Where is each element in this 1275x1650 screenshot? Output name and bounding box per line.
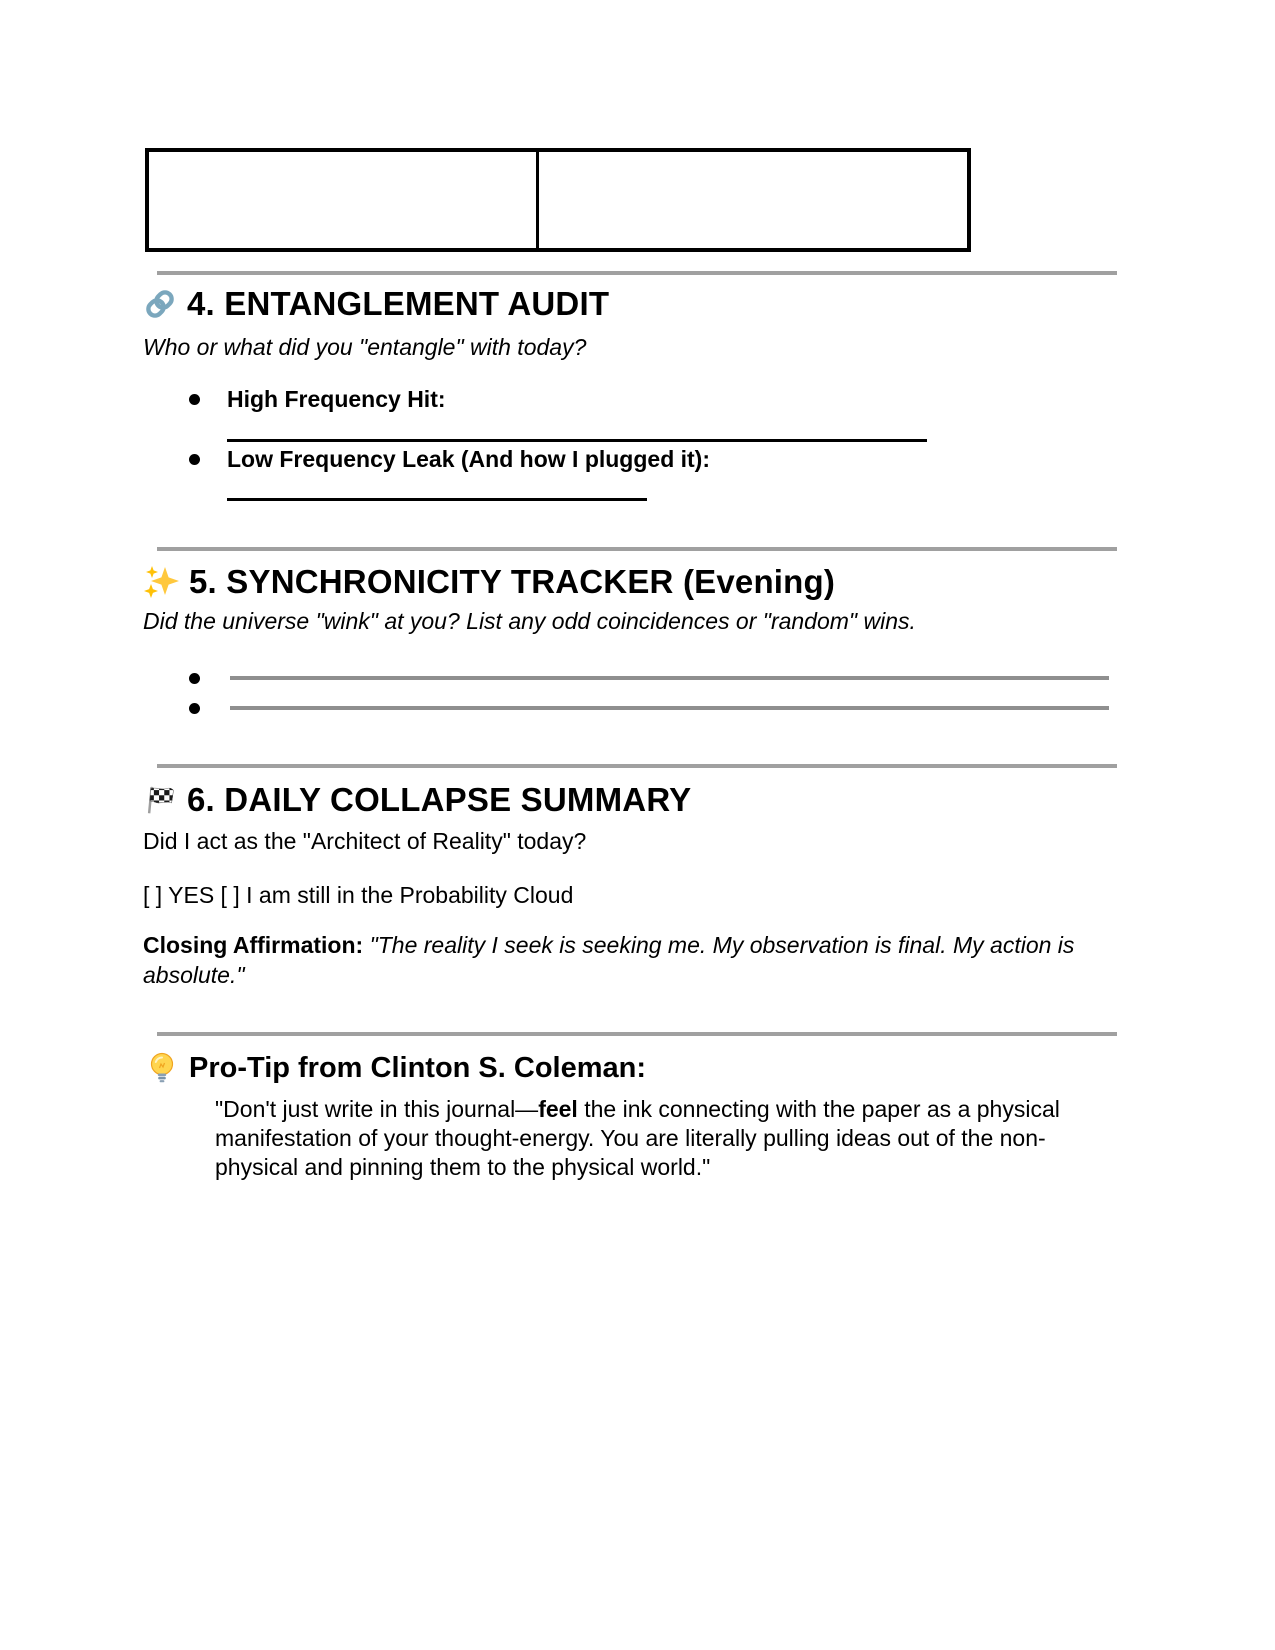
bullet-label: High Frequency Hit: [227,386,446,412]
entanglement-list [143,384,1117,501]
collapse-options: [ ] YES [ ] I am still in the Probability Cloud [143,882,574,908]
lightbulb-icon [147,1052,177,1085]
section-6-title: 6. DAILY COLLAPSE SUMMARY [187,781,692,818]
bullet-dot-icon [189,703,200,714]
bullet-dot-icon [189,454,200,465]
protip-quote [215,1095,1075,1182]
bullet-dot-icon [189,673,200,684]
bullet-label: Low Frequency Leak (And how I plugged it): [227,446,710,472]
synchronicity-list [143,663,1117,723]
closing-affirmation [143,930,1117,990]
section-4-heading [143,284,1117,324]
protip-heading [147,1050,1117,1086]
closing-affirmation-label: Closing Affirmation: [143,932,364,958]
section-6-heading [143,780,1117,820]
protip-title: Pro-Tip from Clinton S. Coleman: [189,1052,647,1084]
section-5-heading [143,562,1117,602]
section-divider [157,1032,1117,1036]
sparkles-icon [143,564,179,600]
closing-affirmation-quote: "The reality I seek is seeking me. My observation is final. My action is absolute." [143,932,1075,988]
write-in-line[interactable] [227,439,927,442]
section-5-title: 5. SYNCHRONICITY TRACKER (Evening) [189,563,836,600]
table-cell-right[interactable] [539,152,967,248]
protip-quote-bold: feel [538,1096,578,1122]
blank-bullet-row [143,693,1117,723]
section-5-subtitle: Did the universe "wink" at you? List any odd coincidences or "random" wins. [143,608,916,634]
section-divider [157,547,1117,551]
section-divider [157,764,1117,768]
collapse-question: Did I act as the "Architect of Reality" today? [143,828,587,854]
table-cell-left[interactable] [149,152,539,248]
protip-quote-pre: "Don't just write in this journal— [215,1096,539,1122]
list-item [143,444,1117,501]
blank-bullet-row [143,663,1117,693]
write-in-line[interactable] [230,676,1109,680]
section-4-subtitle: Who or what did you "entangle" with today? [143,334,587,360]
write-in-line[interactable] [230,706,1109,710]
link-icon [143,287,177,321]
section-divider [157,271,1117,275]
section-4-title: 4. ENTANGLEMENT AUDIT [187,285,610,322]
protip-quote-post: the ink connecting with the paper as a physical manifestation of your thought-energy. You are literally pulling ideas out of the non-physical and pinning them to the physical world." [215,1096,1060,1180]
page-content [143,148,1117,1182]
list-item [143,384,1117,442]
fill-in-table [145,148,971,252]
checkered-flag-icon [143,783,177,817]
write-in-line[interactable] [227,498,647,501]
bullet-dot-icon [189,394,200,405]
